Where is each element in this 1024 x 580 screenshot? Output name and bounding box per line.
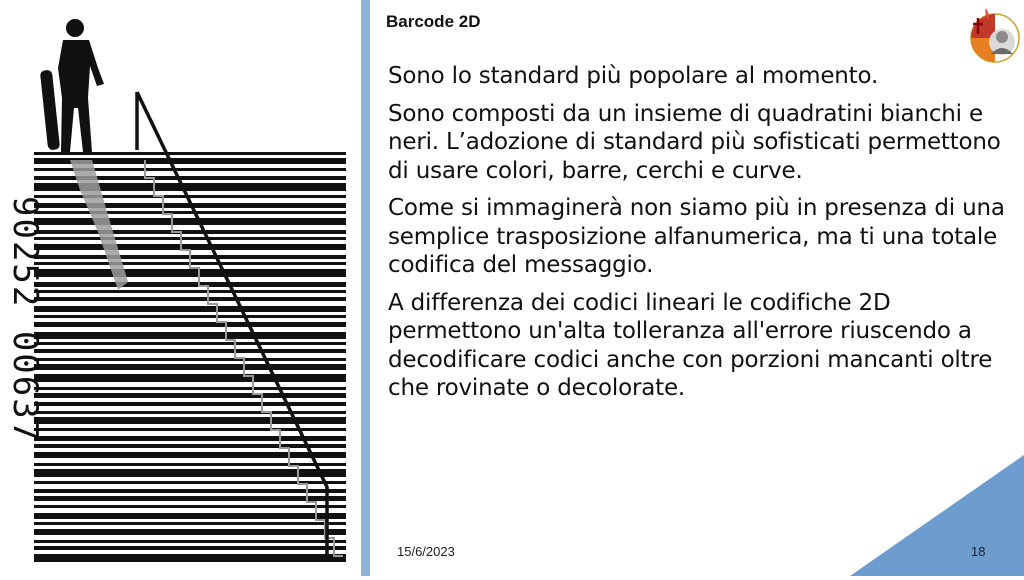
barcode-bar bbox=[34, 306, 346, 312]
barcode-bar bbox=[34, 411, 346, 414]
barcode-bar bbox=[34, 211, 346, 214]
barcode-bar bbox=[34, 218, 346, 225]
barcode-bar bbox=[34, 522, 346, 525]
paragraph: A differenza dei codici lineari le codifiche 2D permettono un'alta tolleranza all'errore riuscendo a decodificare codici anche con porzioni mancanti oltre che rovinate o decolorate. bbox=[388, 289, 993, 401]
slide-title: Barcode 2D bbox=[386, 12, 481, 31]
person-silhouette-icon bbox=[40, 19, 104, 152]
barcode-bar bbox=[34, 195, 346, 198]
barcode-bar bbox=[34, 230, 346, 234]
barcode-bar bbox=[34, 387, 346, 390]
barcode-bar bbox=[34, 322, 346, 327]
barcode-bar bbox=[34, 152, 346, 155]
barcode-art bbox=[0, 0, 360, 576]
barcode-bar bbox=[34, 463, 346, 466]
barcode-bar bbox=[34, 315, 346, 318]
barcode-bar bbox=[34, 358, 346, 361]
barcode-digits: 90252 00637 bbox=[5, 196, 45, 444]
barcode-bar bbox=[34, 374, 346, 382]
barcode-bar bbox=[34, 364, 346, 370]
paragraph: Sono composti da un insieme di quadratini bianchi e neri. L’adozione di standard più sofisticati permettono di usare colori, barre, cerchi e curve. bbox=[388, 100, 1001, 184]
barcode-bar bbox=[34, 540, 346, 543]
barcode-staircase-illustration bbox=[0, 0, 360, 576]
barcode-bar bbox=[34, 332, 346, 339]
barcode-bar bbox=[34, 469, 346, 477]
paragraph: Come si immaginerà non siamo più in presenza di una semplice trasposizione alfanumerica, ma ti una totale codifica del messaggio. bbox=[388, 195, 1005, 278]
barcode-bar bbox=[34, 290, 346, 293]
barcode-bar bbox=[34, 349, 346, 353]
institution-logo-icon bbox=[964, 4, 1020, 66]
barcode-bar bbox=[34, 496, 346, 501]
slide-date: 15/6/2023 bbox=[397, 544, 455, 559]
paragraph: Sono lo standard più popolare al momento. bbox=[388, 63, 879, 89]
accent-divider-bar bbox=[361, 0, 370, 576]
barcode-bar bbox=[34, 554, 346, 562]
corner-triangle-decoration bbox=[850, 455, 1024, 576]
barcode-bar bbox=[34, 342, 346, 345]
barcode-bar bbox=[34, 402, 346, 406]
barcode-bar bbox=[34, 452, 346, 458]
barcode-bar bbox=[34, 237, 346, 240]
barcode-bar bbox=[34, 546, 346, 550]
barcode-bar bbox=[34, 269, 346, 277]
barcode-bar bbox=[34, 489, 346, 493]
barcode-bar bbox=[34, 436, 346, 441]
barcode-bar bbox=[34, 444, 346, 448]
barcode-bar bbox=[34, 393, 346, 398]
barcode-bar bbox=[34, 417, 346, 424]
barcode-bar bbox=[34, 505, 346, 508]
barcode-bar bbox=[34, 513, 346, 519]
slide-body bbox=[388, 62, 1008, 412]
slide-page-number: 18 bbox=[971, 544, 986, 559]
barcode-bar bbox=[34, 282, 346, 287]
barcode-bar bbox=[34, 297, 346, 301]
barcode-bar bbox=[34, 529, 346, 535]
